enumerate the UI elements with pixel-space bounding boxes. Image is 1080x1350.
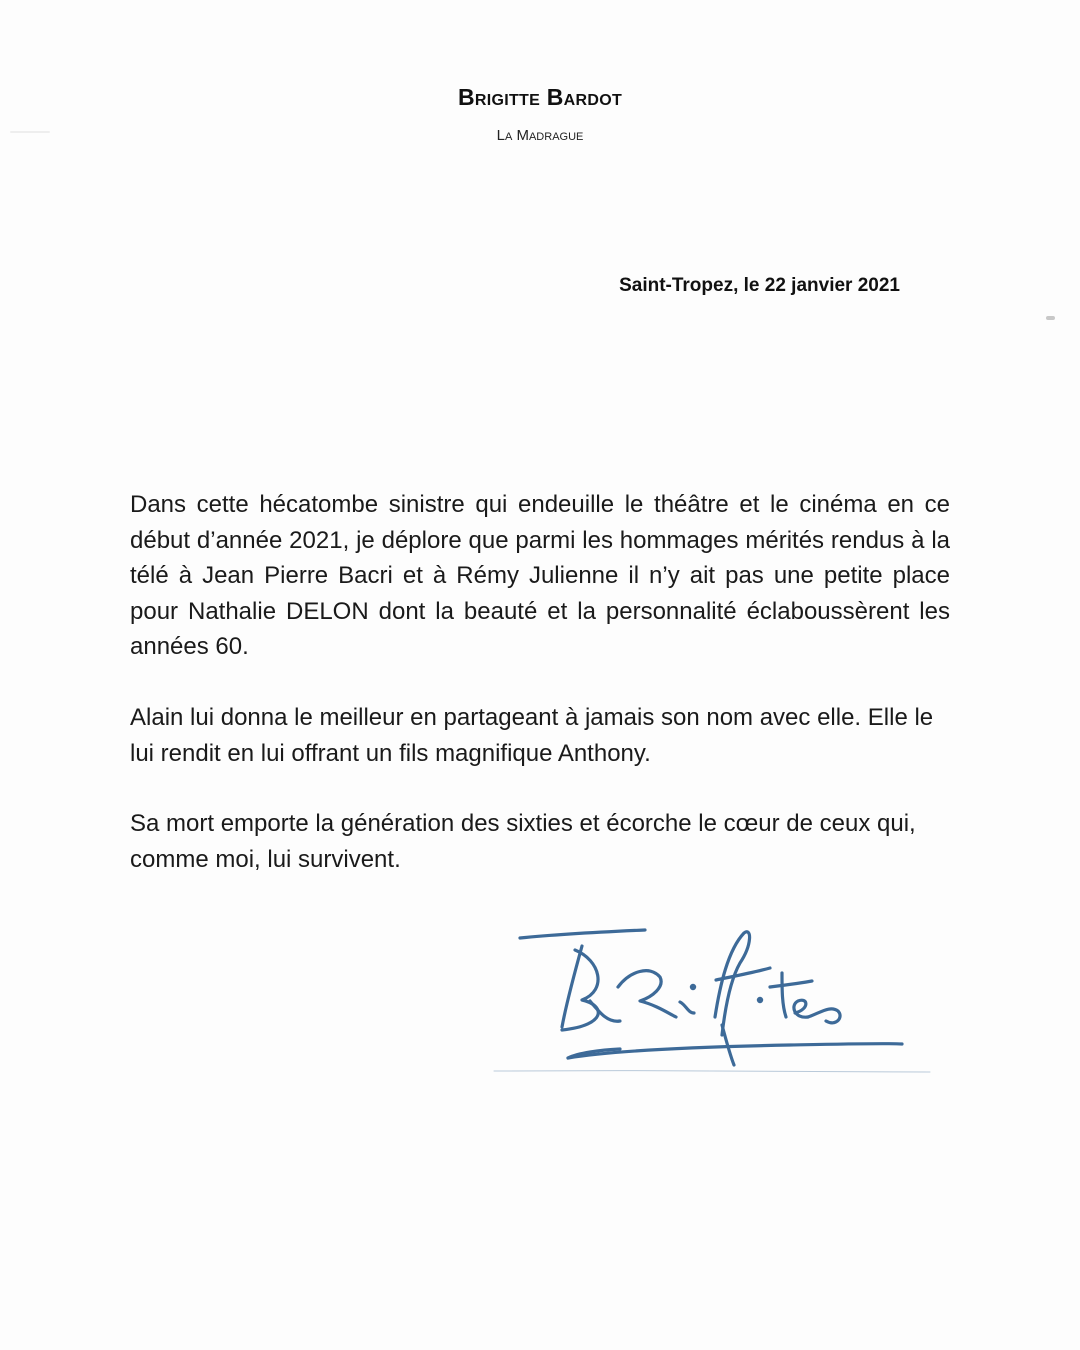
scan-speck bbox=[1046, 316, 1055, 320]
sender-place: La Madrague bbox=[496, 127, 584, 144]
letter-paragraph: Dans cette hécatombe sinistre qui endeuille le théâtre et le cinéma en ce début d’année 2021, je déplore que parmi les hommages mérités rendus à la télé à Jean Pierre Bacri et à Rémy Julienne il n’y ait pas une petite place pour Nathalie DELON dont la beauté et la personnalité éclaboussèrent les années 60. bbox=[130, 491, 950, 660]
date-line: Saint-Tropez, le 22 janvier 2021 bbox=[619, 275, 900, 296]
letter-paragraph: Sa mort emporte la génération des sixties et écorche le cœur de ceux qui, comme moi, lui survivent. bbox=[130, 810, 916, 873]
letter-paragraph: Alain lui donna le meilleur en partageant à jamais son nom avec elle. Elle le lui rendit en lui offrant un fils magnifique Anthony. bbox=[130, 704, 934, 767]
sender-name: Brigitte Bardot bbox=[457, 84, 623, 110]
handwritten-signature bbox=[490, 905, 940, 1085]
